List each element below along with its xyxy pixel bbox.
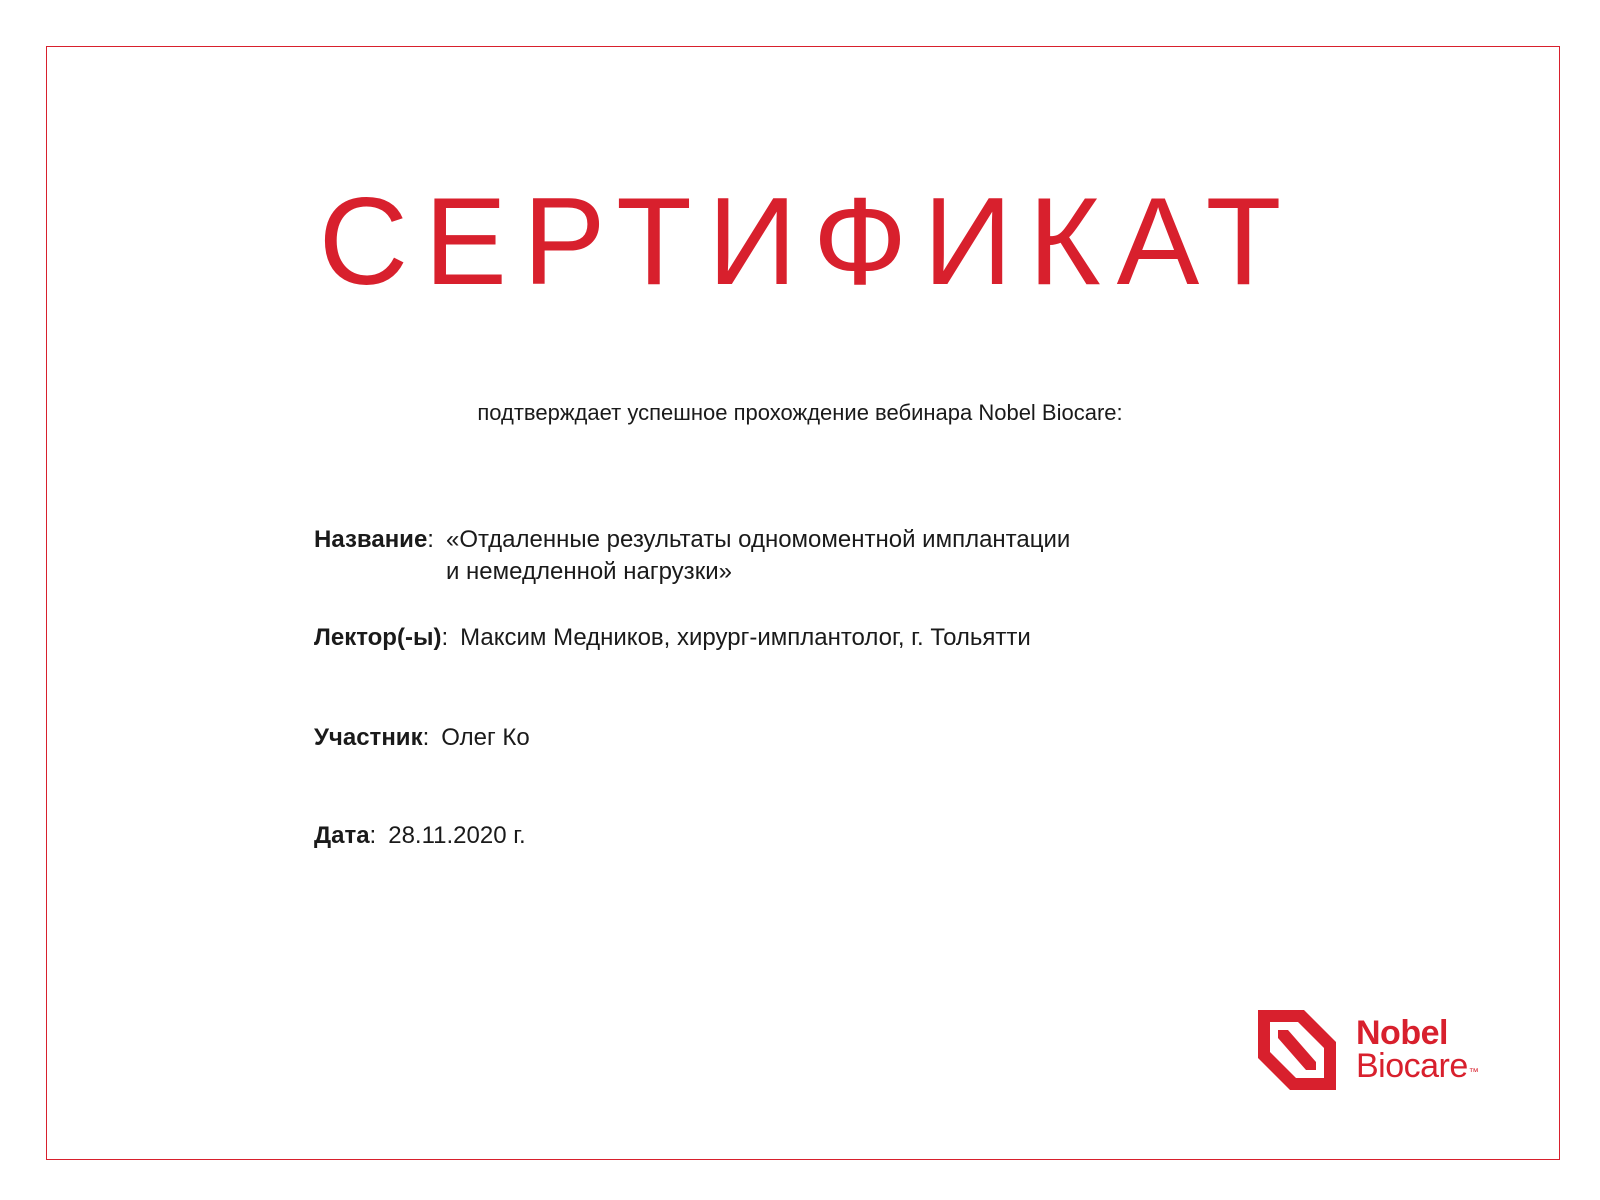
field-date-value: 28.11.2020 г. — [388, 822, 526, 849]
field-participant-label: Участник — [314, 724, 423, 751]
logo-line-nobel: Nobel — [1356, 1014, 1448, 1052]
field-title — [314, 524, 1070, 588]
field-participant — [314, 722, 530, 754]
field-date-label: Дата — [314, 822, 370, 849]
logo-wordmark — [1356, 1014, 1479, 1085]
field-lecturer-value: Максим Медников, хирург-имплантолог, г. Тольятти — [460, 624, 1031, 651]
field-lecturer — [314, 622, 1031, 654]
certificate-title: СЕРТИФИКАТ — [318, 173, 1298, 311]
field-title-label: Название — [314, 526, 428, 553]
field-title-colon: : — [427, 526, 434, 553]
nobel-biocare-logo-icon — [1258, 1010, 1336, 1090]
certificate-subtitle: подтверждает успешное прохождение вебинара Nobel Biocare: — [477, 400, 1123, 425]
field-title-value — [446, 524, 1070, 588]
field-participant-colon: : — [422, 724, 430, 751]
logo-line-biocare — [1356, 1047, 1479, 1085]
nobel-biocare-logo — [1258, 1010, 1478, 1090]
field-participant-value: Олег Ко — [441, 724, 530, 751]
trademark-mark: ™ — [1468, 1067, 1479, 1078]
field-lecturer-label: Лектор(-ы) — [314, 624, 442, 651]
field-date-colon: : — [369, 822, 377, 849]
field-title-value-line2: и немедленной нагрузки» — [445, 558, 732, 585]
field-title-value-line1: «Отдаленные результаты одномоментной имплантации — [445, 526, 1071, 553]
logo-biocare-text: Biocare — [1356, 1047, 1468, 1085]
field-date — [314, 820, 526, 852]
field-lecturer-colon: : — [441, 624, 449, 651]
